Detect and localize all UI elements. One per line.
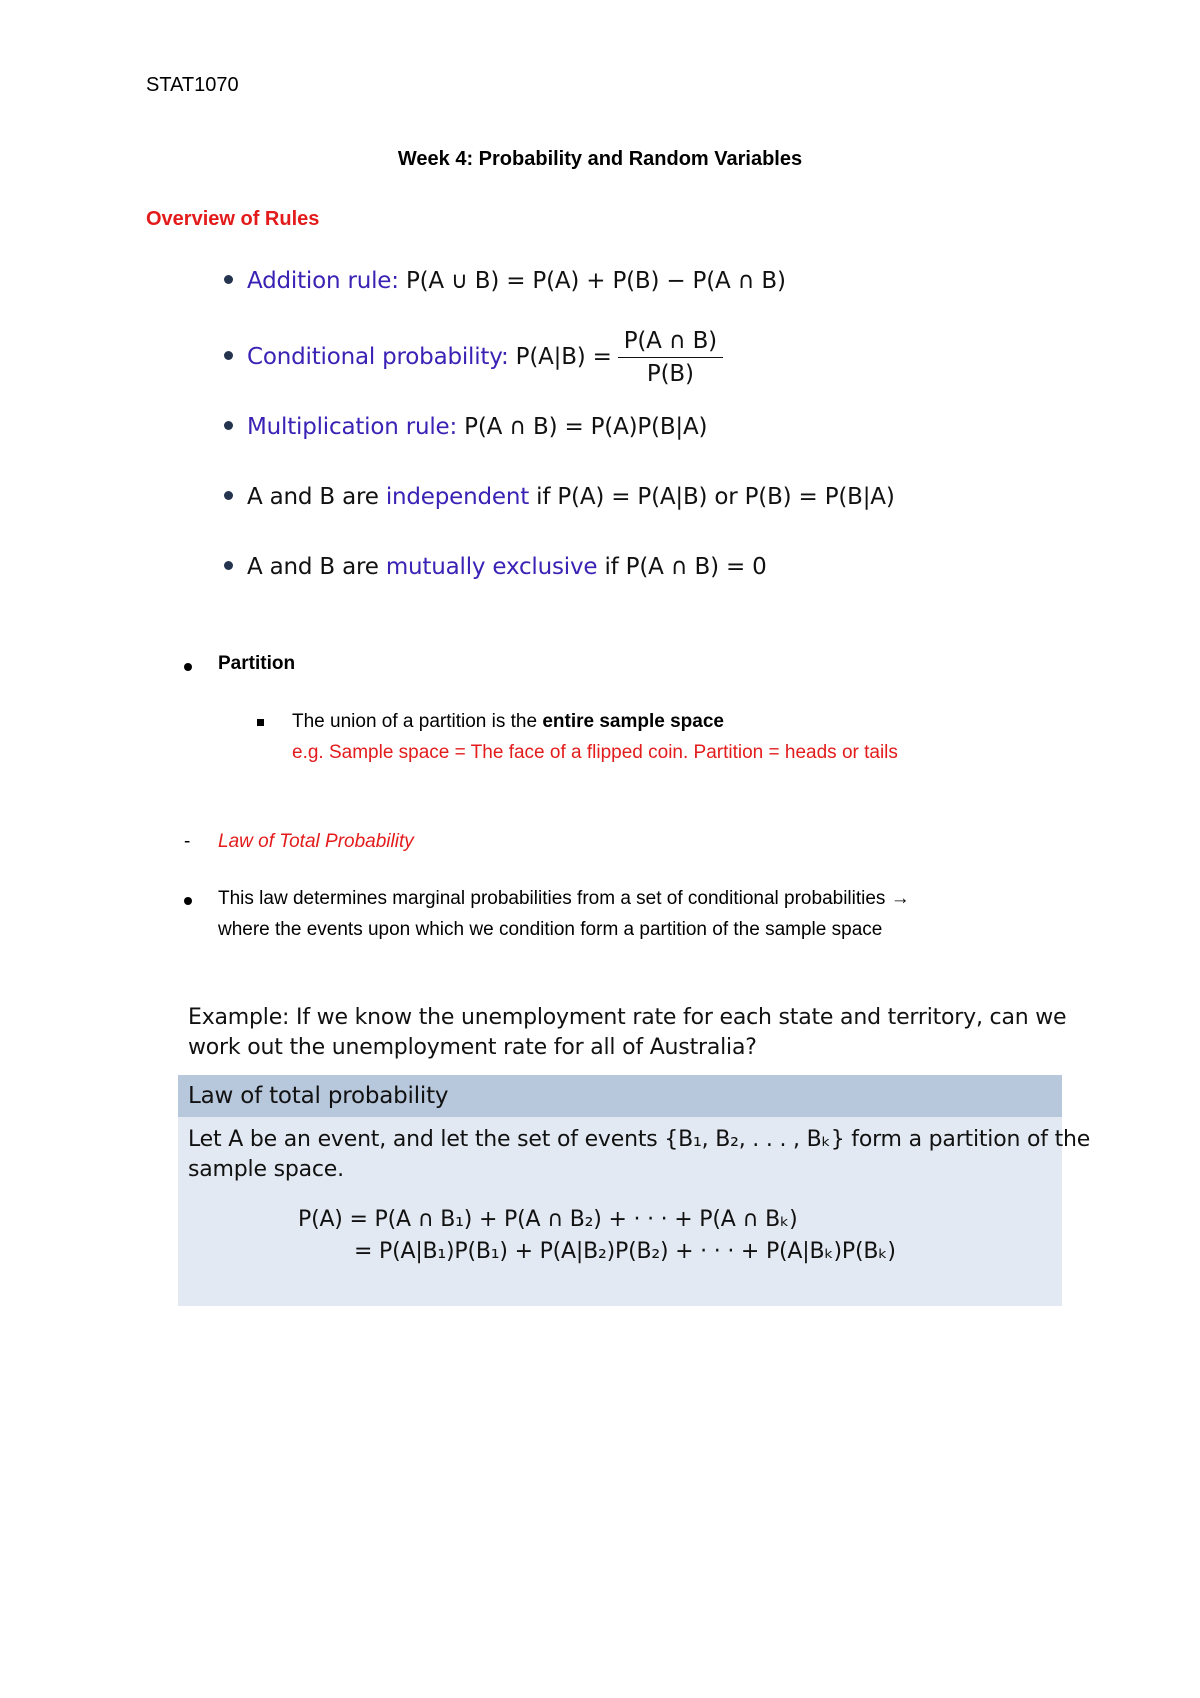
example-question-line-1: Example: If we know the unemployment rate for each state and territory, can we (188, 1005, 1067, 1030)
partition-heading: Partition (218, 653, 296, 674)
rule-formula: P(A ∩ B) = P(A)P(B|A) (464, 414, 708, 440)
bullet-icon (184, 663, 192, 671)
fraction (618, 328, 723, 387)
partition-example: e.g. Sample space = The face of a flipped coin. Partition = heads or tails (292, 742, 898, 763)
dash-bullet: - (184, 831, 191, 852)
theorem-box-title: Law of total probability (188, 1083, 449, 1109)
partition-definition (292, 711, 724, 733)
rule-label: Multiplication rule: (247, 414, 458, 440)
bullet-icon (224, 561, 233, 570)
partition-bold-text: entire sample space (542, 711, 724, 732)
example-question-line-2: work out the unemployment rate for all of Australia? (188, 1035, 757, 1060)
partition-text: The union of a partition is the (292, 711, 538, 732)
addition-rule (224, 268, 786, 294)
mutually-exclusive-rule (224, 554, 767, 580)
theorem-equation-line-2: = P(A|B₁)P(B₁) + P(A|B₂)P(B₂) + · · · + P(A|Bₖ)P(Bₖ) (354, 1239, 896, 1264)
course-code: STAT1070 (146, 74, 239, 96)
rule-keyword: independent (385, 484, 530, 510)
rule-prefix: A and B are (247, 484, 379, 510)
page-title: Week 4: Probability and Random Variables (397, 148, 803, 170)
bullet-icon (224, 275, 233, 284)
total-probability-line-1: This law determines marginal probabilities from a set of conditional probabilities → (218, 888, 910, 909)
square-bullet-icon (257, 719, 264, 726)
rule-formula: if P(A) = P(A|B) or P(B) = P(B|A) (536, 484, 895, 510)
theorem-box-body (178, 1117, 1091, 1306)
bullet-icon (224, 491, 233, 500)
bullet-icon (224, 351, 233, 360)
theorem-text-line-2: sample space. (188, 1157, 344, 1182)
bullet-icon (224, 421, 233, 430)
conditional-probability-rule (224, 328, 723, 387)
rule-keyword: mutually exclusive (385, 554, 598, 580)
rule-label: Conditional probability: (247, 344, 509, 370)
theorem-equation-line-1: P(A) = P(A ∩ B₁) + P(A ∩ B₂) + · · · + P(A ∩ Bₖ) (298, 1207, 798, 1232)
rule-formula: if P(A ∩ B) = 0 (604, 554, 767, 580)
bullet-icon (184, 897, 192, 905)
multiplication-rule (224, 414, 707, 440)
theorem-text-line-1: Let A be an event, and let the set of events {B₁, B₂, . . . , Bₖ} form a partition of the (188, 1127, 1091, 1152)
theorem-box-header (178, 1075, 1062, 1117)
independence-rule (224, 484, 895, 510)
total-probability-heading: Law of Total Probability (218, 831, 414, 852)
total-probability-line-2: where the events upon which we condition form a partition of the sample space (218, 919, 883, 940)
rule-label: Addition rule: (247, 268, 399, 294)
fraction-numerator: P(A ∩ B) (618, 328, 723, 358)
rule-prefix: A and B are (247, 554, 379, 580)
rule-lhs: P(A|B) = (515, 344, 612, 370)
rule-formula: P(A ∪ B) = P(A) + P(B) − P(A ∩ B) (405, 268, 786, 294)
fraction-denominator: P(B) (646, 361, 694, 387)
overview-heading: Overview of Rules (146, 208, 320, 230)
